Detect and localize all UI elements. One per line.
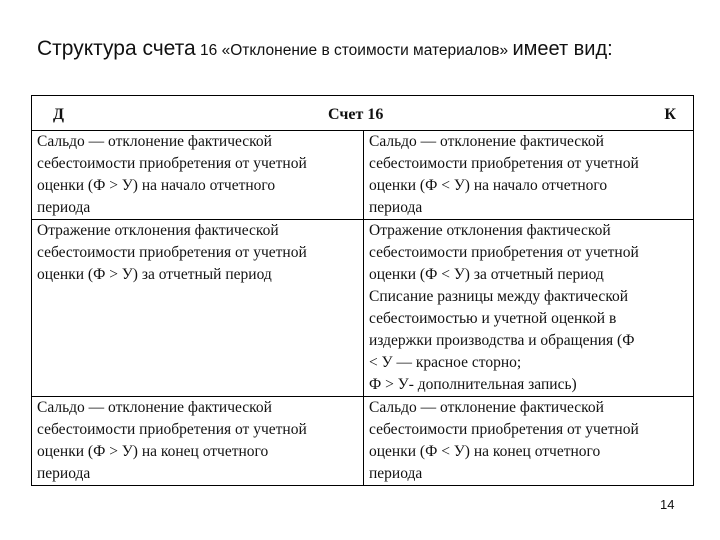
cell-line: себестоимости приобретения от учетной [37,421,307,438]
cell-line: себестоимости приобретения от учетной [37,155,307,172]
title-part-account: 16 «Отклонение в стоимости материалов» [195,42,513,59]
cell-line: периода [369,199,423,216]
debit-cell-period [32,220,364,397]
cell-line: < У — красное сторно; [369,354,522,371]
cell-line: Сальдо — отклонение фактической [37,399,272,416]
debit-label: Д [53,106,65,123]
cell-line: оценки (Ф > У) на конец отчетного [37,443,269,460]
cell-line: оценки (Ф > У) за отчетный период [37,266,272,283]
debit-cell-opening [32,131,364,220]
cell-line: себестоимости приобретения от учетной [37,244,307,261]
cell-line: издержки производства и обращения (Ф [369,332,635,349]
cell-line: Отражение отклонения фактической [37,222,279,239]
cell-line: Списание разницы между фактической [369,288,629,305]
credit-cell-opening [364,131,694,220]
account-16-table [31,95,694,486]
cell-line: периода [37,199,91,216]
cell-line: Сальдо — отклонение фактической [37,133,272,150]
title-part-main: Структура счета [37,37,196,60]
cell-line: оценки (Ф < У) за отчетный период [369,266,604,283]
cell-line: периода [37,465,91,482]
credit-cell-period [364,220,694,397]
cell-line: периода [369,465,423,482]
cell-line: оценки (Ф < У) на конец отчетного [369,443,601,460]
cell-line: Ф > У- дополнительная запись) [369,376,577,393]
cell-line: Отражение отклонения фактической [369,222,611,239]
table-header-row [32,96,694,131]
cell-line: себестоимости приобретения от учетной [369,421,639,438]
table-header-cell [32,96,694,131]
table-row [32,397,694,486]
slide-title [37,38,720,59]
page-number: 14 [660,497,675,512]
title-part-end: имеет вид: [512,38,613,60]
credit-cell-closing [364,397,694,486]
cell-line: себестоимости приобретения от учетной [369,244,639,261]
table-row [32,131,694,220]
cell-line: себестоимости приобретения от учетной [369,155,639,172]
cell-line: Сальдо — отклонение фактической [369,133,604,150]
table-row [32,220,694,397]
credit-label: К [664,106,676,123]
debit-cell-closing [32,397,364,486]
cell-line: оценки (Ф > У) на начало отчетного [37,177,276,194]
cell-line: себестоимостью и учетной оценкой в [369,310,617,327]
cell-line: оценки (Ф < У) на начало отчетного [369,177,608,194]
account-title: Счет 16 [328,106,384,123]
cell-line: Сальдо — отклонение фактической [369,399,604,416]
